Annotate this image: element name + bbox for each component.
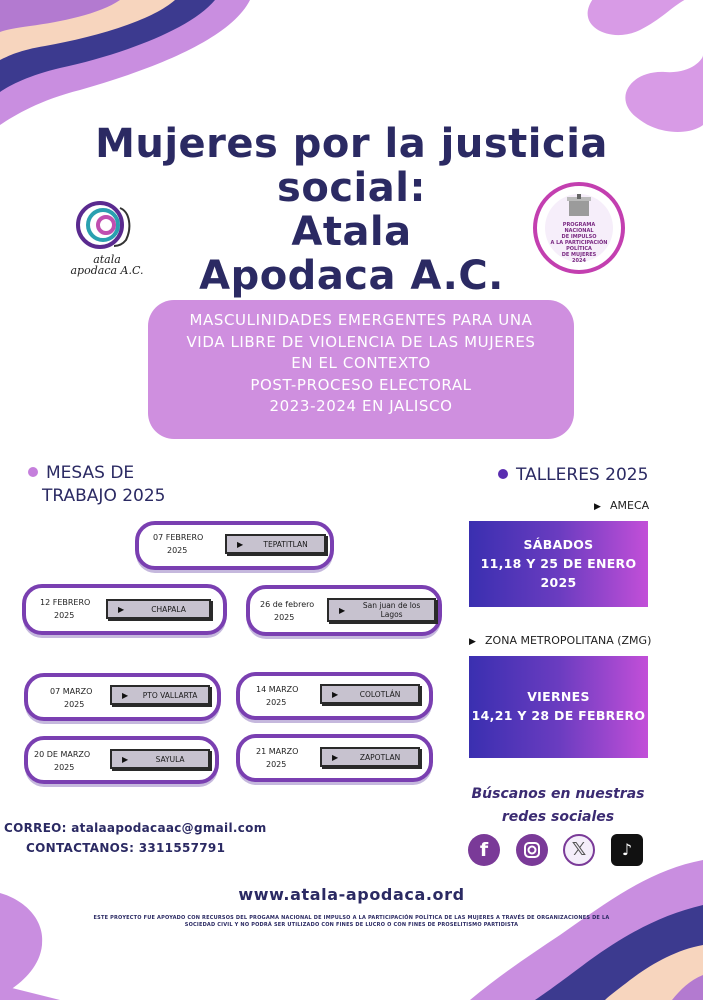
mesa-item xyxy=(236,734,433,782)
box-line: 2025 xyxy=(540,575,577,590)
location-label: ZONA METROPOLITANA (ZMG) xyxy=(485,634,652,647)
banner-line: 2023-2024 EN JALISCO xyxy=(269,397,453,415)
play-icon: ▶ xyxy=(122,690,129,700)
talleres-heading-text: TALLERES 2025 xyxy=(516,465,649,485)
website-link[interactable]: www.atala-apodaca.ord xyxy=(238,885,465,904)
play-icon: ▶ xyxy=(237,539,244,549)
seal-text: NACIONAL xyxy=(564,228,594,234)
play-icon: ▶ xyxy=(118,604,125,614)
mesa-place-tag xyxy=(327,598,436,622)
mesa-year: 2025 xyxy=(167,546,188,555)
seal-text: PROGRAMA xyxy=(562,222,596,228)
instagram-icon[interactable] xyxy=(516,834,548,866)
ballot-box-icon xyxy=(545,194,613,220)
mesa-place-tag xyxy=(110,685,210,705)
mesa-place-tag xyxy=(110,749,210,769)
viernes-box xyxy=(469,656,648,758)
bullet-dot xyxy=(28,467,38,477)
mesa-place: PTO VALLARTA xyxy=(142,690,198,700)
mesa-year: 2025 xyxy=(274,613,295,622)
box-line: 14,21 Y 28 DE FEBRERO xyxy=(471,708,646,723)
seal-text: POLÍTICA xyxy=(566,246,592,252)
mesa-item xyxy=(22,584,227,635)
mesa-place: SAYULA xyxy=(155,754,185,764)
banner-line: EN EL CONTEXTO xyxy=(291,354,431,372)
location-label: AMECA xyxy=(610,499,650,512)
mesa-place-tag xyxy=(320,747,420,767)
play-icon: ▶ xyxy=(332,752,339,762)
disclaimer xyxy=(90,915,613,929)
email-link[interactable]: atalaapodacaac@gmail.com xyxy=(71,821,267,835)
logo-text: atala xyxy=(93,253,121,266)
box-line: SÁBADOS xyxy=(523,537,594,552)
phone-number[interactable]: 3311557791 xyxy=(138,841,226,855)
seal-text: A LA PARTICIPACIÓN xyxy=(550,240,608,246)
x-icon[interactable]: 𝕏 xyxy=(563,834,595,866)
location-zmg xyxy=(469,629,651,648)
sabados-box xyxy=(469,521,648,607)
mesa-item xyxy=(236,672,433,720)
seal-text: DE IMPULSO xyxy=(561,234,597,240)
box-line: VIERNES xyxy=(527,689,590,704)
mesa-item xyxy=(24,736,219,784)
location-ameca xyxy=(594,494,649,513)
mesa-item xyxy=(246,585,442,636)
mesa-place: ZAPOTLAN xyxy=(359,752,401,762)
logo-text: apodaca A.C. xyxy=(70,264,144,277)
facebook-icon[interactable]: f xyxy=(468,834,500,866)
banner-line: MASCULINIDADES EMERGENTES PARA UNA xyxy=(189,311,533,329)
program-seal-logo xyxy=(533,182,625,274)
mesa-year: 2025 xyxy=(266,698,287,707)
bullet-dot xyxy=(498,469,508,479)
play-icon: ▶ xyxy=(332,689,339,699)
mesa-year: 2025 xyxy=(64,700,85,709)
mesa-year: 2025 xyxy=(54,611,75,620)
mesa-date: 07 MARZO xyxy=(50,687,93,696)
mesa-date: 14 MARZO xyxy=(256,685,299,694)
banner-line: VIDA LIBRE DE VIOLENCIA DE LAS MUJERES xyxy=(186,332,536,351)
disclaimer-line: ESTE PROYECTO FUE APOYADO CON RECURSOS DEL PROGAMA NACIONAL DE IMPULSO A LA PARTICIPACIÓN POLÍTICA DE LAS MUJERES A TRAVÉS DE ORGANIZACIONES DE LA xyxy=(93,915,610,921)
mesa-date: 26 de febrero xyxy=(260,600,315,609)
mesa-date: 20 DE MARZO xyxy=(34,750,91,759)
title-line: Atala xyxy=(291,209,412,255)
social-line: Búscanos en nuestras xyxy=(471,786,645,802)
talleres-heading xyxy=(498,464,648,487)
mesa-place-tag xyxy=(106,599,211,619)
play-icon: ▶ xyxy=(339,605,346,615)
mesas-heading-line1: MESAS DE xyxy=(46,463,135,483)
mesa-item xyxy=(24,673,221,721)
banner-line: POST-PROCESO ELECTORAL xyxy=(250,375,472,394)
mesa-place: COLOTLÁN xyxy=(359,689,401,699)
mesa-place-tag xyxy=(320,684,420,704)
social-heading xyxy=(470,783,646,829)
mesa-year: 2025 xyxy=(266,760,287,769)
tiktok-icon[interactable]: ♪ xyxy=(611,834,643,866)
mesa-place-tag xyxy=(225,534,326,554)
seal-text: DE MUJERES xyxy=(561,252,597,258)
disclaimer-line: SOCIEDAD CIVIL Y NO PODRÁ SER UTILIZADO CON FINES DE LUCRO O CON FINES DE PROSELITISMO PARTIDISTA xyxy=(184,922,519,928)
contact-info xyxy=(4,818,267,858)
play-icon: ▶ xyxy=(594,502,601,512)
mesa-place: CHAPALA xyxy=(151,604,186,614)
mesa-place: San juan de los Lagos xyxy=(362,601,421,619)
phone-label: CONTACTANOS: xyxy=(26,841,135,855)
play-icon: ▶ xyxy=(122,754,129,764)
play-icon: ▶ xyxy=(469,637,476,647)
mesa-date: 21 MARZO xyxy=(256,747,299,756)
atala-logo xyxy=(62,200,152,276)
spiral-logo-icon xyxy=(62,200,152,250)
mesa-date: 07 FEBRERO xyxy=(153,533,204,542)
mesas-heading xyxy=(28,462,166,508)
mesa-date: 12 FEBRERO xyxy=(40,598,91,607)
email-label: CORREO: xyxy=(4,821,67,835)
mesas-heading-line2: TRABAJO 2025 xyxy=(42,486,166,506)
mesa-place: TEPATITLAN xyxy=(263,539,308,549)
topic-banner xyxy=(148,300,574,439)
title-line: Apodaca A.C. xyxy=(199,253,504,299)
box-line: 11,18 Y 25 DE ENERO xyxy=(480,556,637,571)
social-line: redes sociales xyxy=(501,809,615,825)
seal-text: 2024 xyxy=(572,258,586,264)
title-line: social: xyxy=(277,165,426,211)
instagram-glyph xyxy=(516,834,548,866)
title-line: Mujeres por la justicia xyxy=(95,121,608,167)
mesa-item xyxy=(135,521,334,570)
mesa-year: 2025 xyxy=(54,763,75,772)
